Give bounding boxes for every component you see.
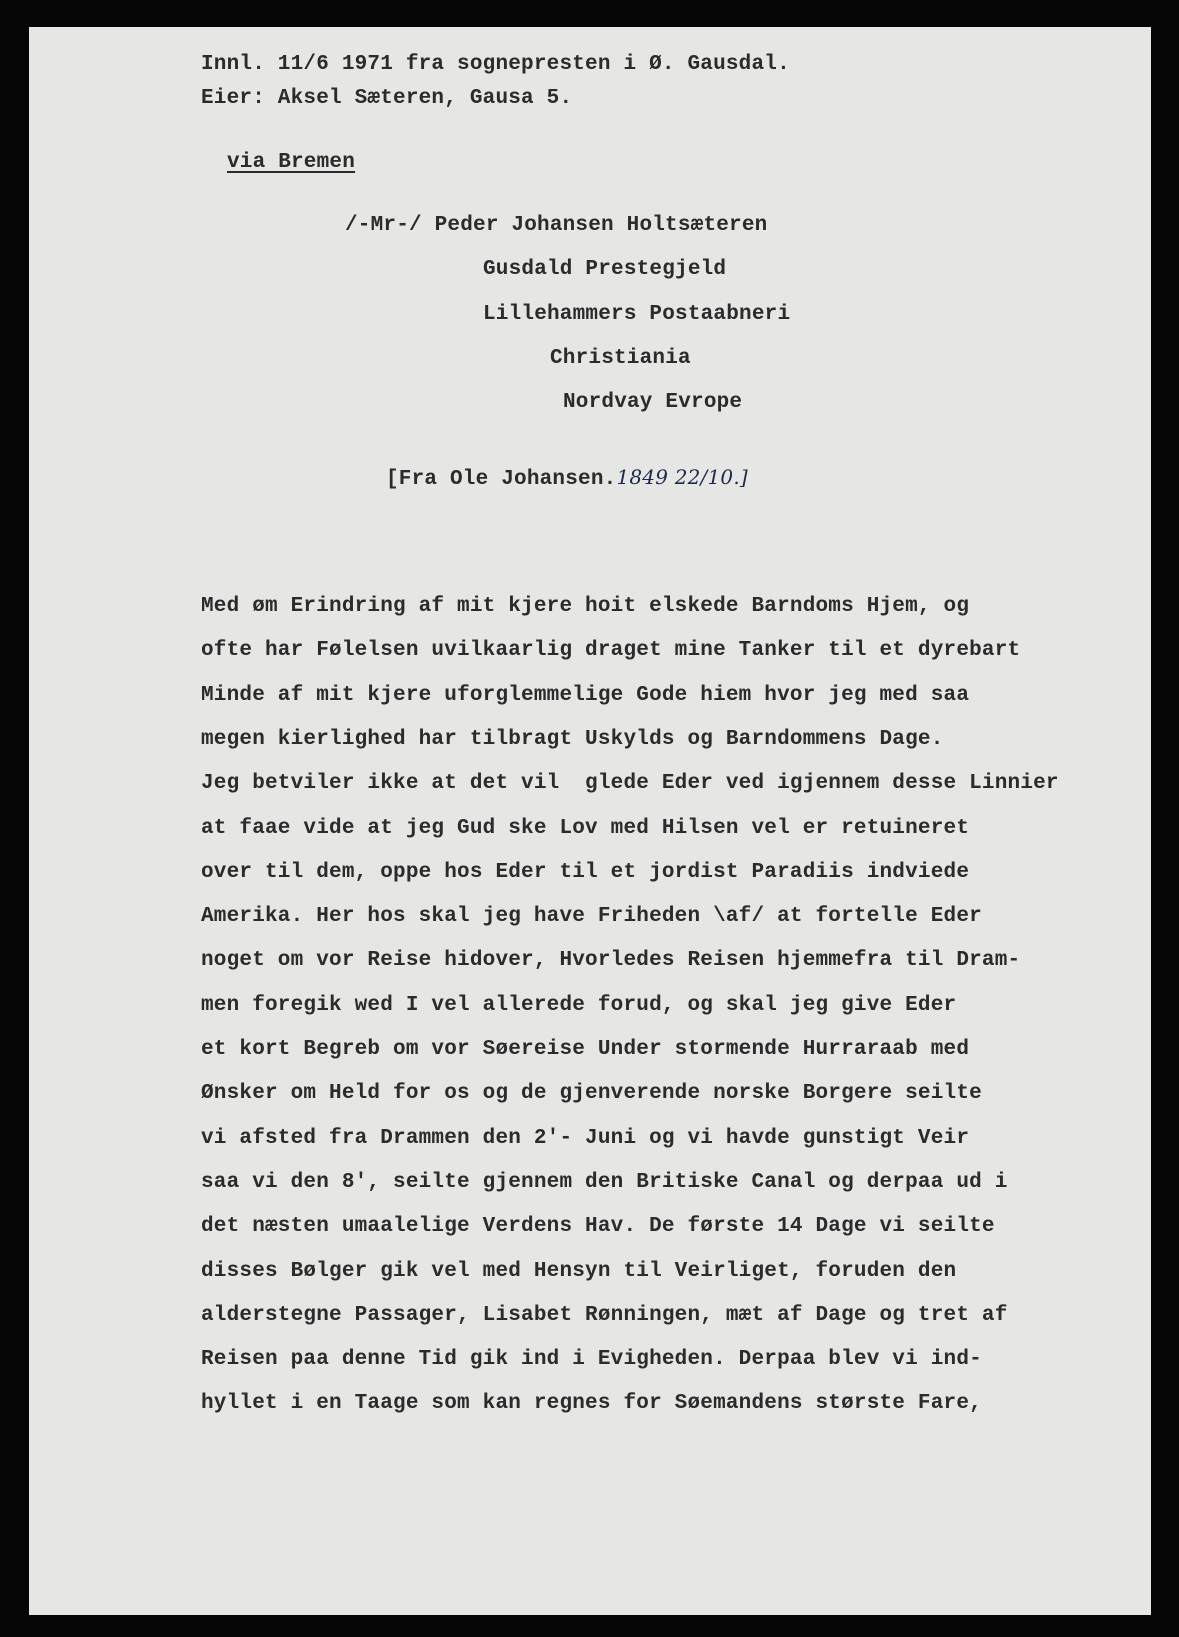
header-line-1: Innl. 11/6 1971 fra sognepresten i Ø. Gausdal. [201,53,790,76]
body-line: Reisen paa denne Tid gik ind i Evigheden. Derpaa blev vi ind- [201,1348,982,1372]
attribution [386,465,748,491]
body-line: Amerika. Her hos skal jeg have Friheden \af/ at fortelle Eder [201,905,982,929]
body-line: hyllet i en Taage som kan regnes for Søemandens største Fare, [201,1392,982,1416]
attribution-handwritten: 1849 22/10.] [616,465,748,489]
body-line: saa vi den 8', seilte gjennem den Britiske Canal og derpaa ud i [201,1170,1008,1194]
address-line-1: /-Mr-/ Peder Johansen Holtsæteren [345,214,768,237]
address-line-5: Nordvay Evrope [563,391,743,414]
body-line: Med øm Erindring af mit kjere hoit elskede Barndoms Hjem, og [201,595,970,618]
body-line: megen kierlighed har tilbragt Uskylds og Barndommens Dage. [201,727,944,751]
address-line-4: Christiania [550,347,691,370]
body-line: disses Bølger gik vel med Hensyn til Veirliget, foruden den [201,1259,957,1283]
body-line: alderstegne Passager, Lisabet Rønningen, mæt af Dage og tret af [201,1303,1008,1327]
body-line: over til dem, oppe hos Eder til et jordist Paradiis indviede [201,860,970,884]
header-line-2: Eier: Aksel Sæteren, Gausa 5. [201,87,573,110]
body-line: at faae vide at jeg Gud ske Lov med Hilsen vel er retuineret [201,816,970,840]
attribution-typed: [Fra Ole Johansen. [386,468,617,491]
body-line: Ønsker om Held for os og de gjenverende norske Borgere seilte [201,1082,982,1106]
routing-via: via Bremen [227,151,356,174]
body-line: Jeg betviler ikke at det vil glede Eder ved igjennem desse Linnier [201,772,1059,796]
body-line: vi afsted fra Drammen den 2'- Juni og vi havde gunstigt Veir [201,1126,970,1150]
body-line: Minde af mit kjere uforglemmelige Gode hiem hvor jeg med saa [201,683,970,707]
body-line: det næsten umaalelige Verdens Hav. De første 14 Dage vi seilte [201,1215,995,1239]
body-line: ofte har Følelsen uvilkaarlig draget mine Tanker til et dyrebart [201,639,1021,663]
document-page [29,27,1151,1615]
body-line: men foregik wed I vel allerede forud, og skal jeg give Eder [201,993,957,1017]
address-line-2: Gusdald Prestegjeld [483,258,727,281]
body-line: et kort Begreb om vor Søereise Under stormende Hurraraab med [201,1038,970,1061]
body-line: noget om vor Reise hidover, Hvorledes Reisen hjemmefra til Dram- [201,949,1021,973]
address-line-3: Lillehammers Postaabneri [483,303,791,326]
